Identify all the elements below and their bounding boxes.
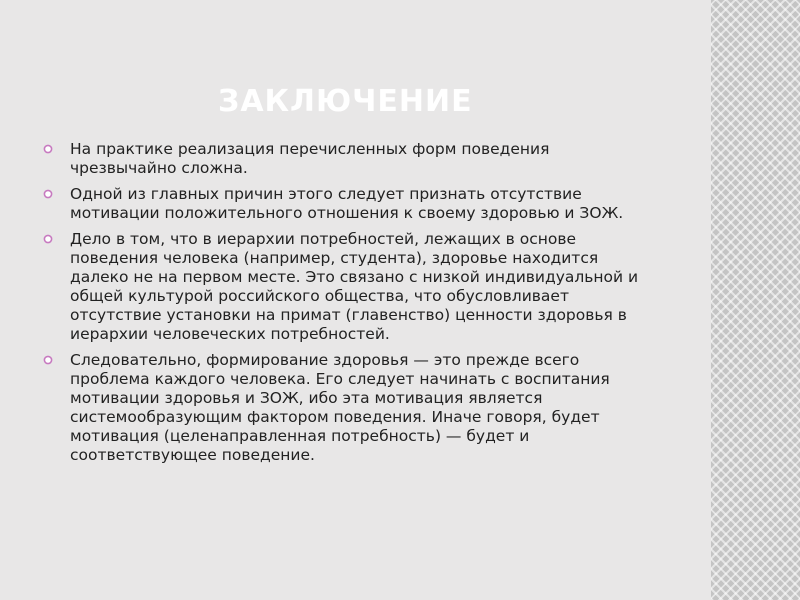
- bullet-text: Дело в том, что в иерархии потребностей, лежащих в основе поведения человека (например, студента), здоровье находится далеко не на первом месте. Это связано с низкой индивидуальной и общей культурой российского общества, что обусловливает отсутствие установки на примат (главенство) ценности здоровья в иерархии человеческих потребностей.: [70, 230, 639, 343]
- ring-bullet-icon: [43, 144, 53, 154]
- bullet-item: [40, 185, 660, 223]
- bullet-list: [40, 140, 660, 472]
- decorative-side-strip: [711, 0, 800, 600]
- ring-bullet-icon: [43, 234, 53, 244]
- ring-bullet-icon: [43, 189, 53, 199]
- bullet-item: [40, 351, 660, 465]
- bullet-item: [40, 230, 660, 344]
- bullet-text: На практике реализация перечисленных форм поведения чрезвычайно сложна.: [70, 140, 550, 177]
- bullet-text: Одной из главных причин этого следует признать отсутствие мотивации положительного отношения к своему здоровью и ЗОЖ.: [70, 185, 624, 222]
- slide-title: ЗАКЛЮЧЕНИЕ: [218, 84, 473, 119]
- ring-bullet-icon: [43, 355, 53, 365]
- bullet-item: [40, 140, 660, 178]
- bullet-text: Следовательно, формирование здоровья — это прежде всего проблема каждого человека. Его следует начинать с воспитания мотивации здоровья и ЗОЖ, ибо эта мотивация является системообразующим фактором поведения. Иначе говоря, будет мотивация (целенаправленная потребность) — будет и соответствующее поведение.: [70, 351, 610, 464]
